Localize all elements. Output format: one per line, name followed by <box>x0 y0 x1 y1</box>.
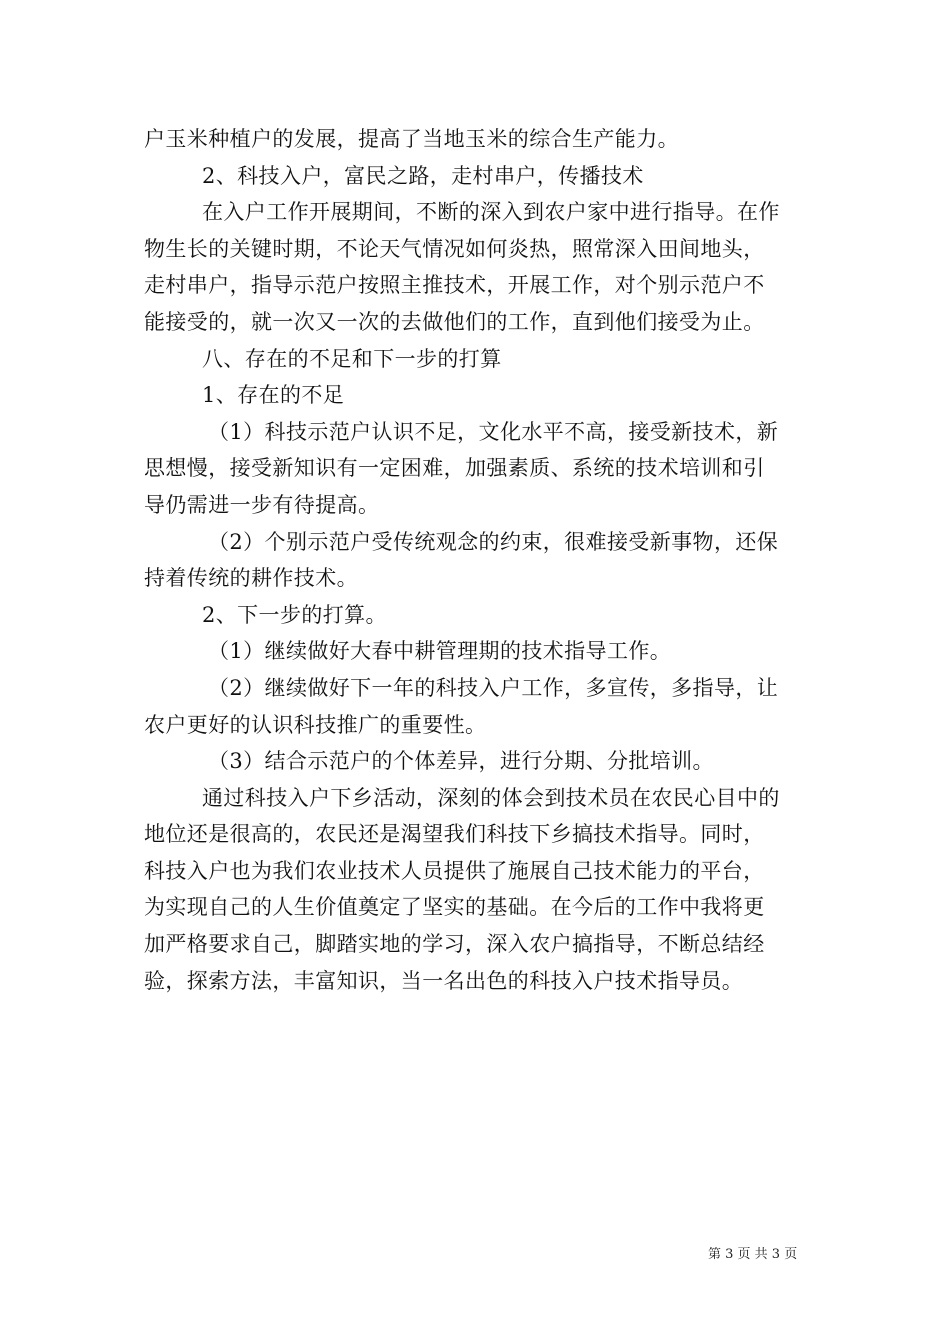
paragraph-line: 地位还是很高的，农民还是渴望我们科技下乡搞技术指导。同时， <box>144 822 765 847</box>
text-line: 户玉米种植户的发展，提高了当地玉米的综合生产能力。 <box>144 127 679 151</box>
paragraph-line: 通过科技入户下乡活动，深刻的体会到技术员在农民心目中的 <box>202 785 780 810</box>
page-number: 第 3 页 共 3 页 <box>708 1247 798 1262</box>
list-item-line: 思想慢，接受新知识有一定困难，加强素质、系统的技术培训和引 <box>144 456 765 481</box>
list-item-line: （2）个别示范户受传统观念的约束，很难接受新事物，还保 <box>208 529 779 554</box>
list-item-line: （2）继续做好下一年的科技入户工作，多宣传，多指导，让 <box>208 675 779 700</box>
list-item-line: 持着传统的耕作技术。 <box>144 566 358 591</box>
paragraph-line: 能接受的，就一次又一次的去做他们的工作，直到他们接受为止。 <box>144 309 765 334</box>
subsection-heading: 1、存在的不足 <box>202 383 345 408</box>
paragraph-line: 加严格要求自己，脚踏实地的学习，深入农户搞指导，不断总结经 <box>144 932 765 957</box>
paragraph-line: 为实现自己的人生价值奠定了坚实的基础。在今后的工作中我将更 <box>144 895 765 920</box>
list-item-line: （1）科技示范户认识不足，文化水平不高，接受新技术，新 <box>208 419 779 444</box>
list-item-line: 农户更好的认识科技推广的重要性。 <box>144 712 487 737</box>
paragraph-line: 走村串户，指导示范户按照主推技术，开展工作，对个别示范户不 <box>144 273 765 298</box>
list-item-line: （3）结合示范户的个体差异，进行分期、分批培训。 <box>208 749 714 774</box>
paragraph-line: 在入户工作开展期间，不断的深入到农户家中进行指导。在作 <box>202 200 780 225</box>
list-item-line: 导仍需进一步有待提高。 <box>144 492 380 517</box>
paragraph-line: 验，探索方法，丰富知识，当一名出色的科技入户技术指导员。 <box>144 968 744 993</box>
subsection-heading: 2、下一步的打算。 <box>202 602 387 627</box>
section-heading: 八、存在的不足和下一步的打算 <box>202 346 502 371</box>
document-body <box>144 121 810 999</box>
paragraph-line: 科技入户也为我们农业技术人员提供了施展自己技术能力的平台， <box>144 858 765 883</box>
paragraph-line: 物生长的关键时期，不论天气情况如何炎热，照常深入田间地头， <box>144 236 765 261</box>
section-heading: 2、科技入户，富民之路，走村串户，传播技术 <box>202 163 644 188</box>
list-item-line: （1）继续做好大春中耕管理期的技术指导工作。 <box>208 639 672 664</box>
